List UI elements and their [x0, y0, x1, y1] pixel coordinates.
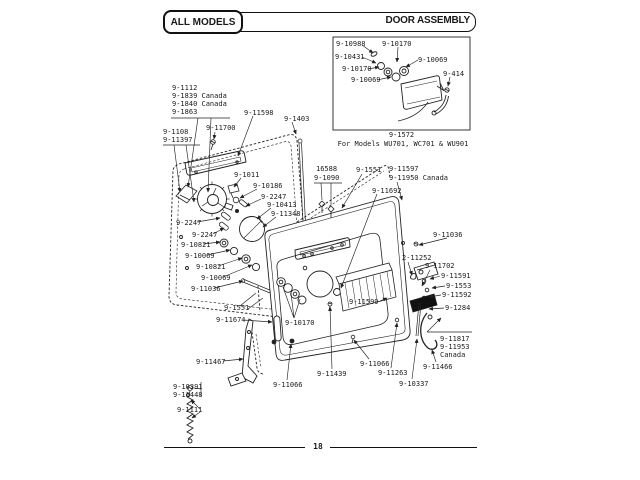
part-label: Canada [440, 351, 466, 359]
part-label: 9-11674 [216, 316, 246, 324]
hinge-bracket-9-11467 [228, 319, 257, 386]
part-label: 9-2247 [261, 193, 287, 201]
part-label: 9-1111 [177, 406, 203, 414]
ring-9-11348 [240, 217, 265, 242]
part-label: 9-1403 [284, 115, 310, 123]
inset-caption-part-number: 9-1572 [388, 131, 415, 139]
part-label: 9-11591 [441, 272, 471, 280]
part-label: 9-11467 [196, 358, 226, 366]
part-label: 9-11466 [423, 363, 453, 371]
part-label: 9-11700 [206, 124, 236, 132]
part-label: 9-2247 [176, 219, 202, 227]
part-label: 9-11950 Canada [389, 174, 449, 182]
part-label: 9-10391 [173, 383, 203, 391]
part-label: 9-1108 [163, 128, 189, 136]
inset-caption-models: For Models WU701, WC701 & WU901 [337, 140, 469, 148]
part-label: 9-10186 [253, 182, 283, 190]
part-label: 9-11817 [440, 335, 470, 343]
part-label: 9-11953 [440, 343, 470, 351]
part-label: 9-11036 [191, 285, 221, 293]
part-label: 9-11599 [349, 298, 379, 306]
part-label: 9-10170 [285, 319, 315, 327]
page-number: 18 [313, 442, 323, 451]
part-label: 9-11597 [389, 165, 419, 173]
part-label: 9-10988 [336, 40, 366, 48]
part-label: 9-10431 [335, 53, 365, 61]
part-label: 9-1840 Canada [172, 100, 227, 108]
part-label: 9-10337 [399, 380, 429, 388]
part-label: 9-11592 [442, 291, 472, 299]
trim-strip-9-11674 [274, 316, 282, 341]
part-label: 9-1551 [356, 166, 382, 174]
part-label: 2-11252 [402, 254, 432, 262]
part-label: 9-11348 [271, 210, 301, 218]
part-label: 9-2247 [192, 231, 218, 239]
part-label: 9-1284 [445, 304, 471, 312]
part-label: 9-11439 [317, 370, 347, 378]
part-label: 9-10069 [418, 56, 448, 64]
part-label: 9-10821 [196, 263, 226, 271]
footer-rule-left [164, 447, 305, 448]
part-label: 9-10821 [181, 241, 211, 249]
part-label: 9-11598 [244, 109, 274, 117]
part-label: 9-1553 [446, 282, 472, 290]
part-label: 9-10069 [351, 76, 381, 84]
part-label: 9-11702 [425, 262, 455, 270]
part-label: 9-11692 [372, 187, 402, 195]
part-label: 9-1090 [314, 174, 340, 182]
page-title: DOOR ASSEMBLY [385, 15, 470, 26]
part-label: 9-11397 [163, 136, 193, 144]
part-label: 9-10069 [185, 252, 215, 260]
part-label: 9-1011 [234, 171, 260, 179]
part-label: 9-11036 [433, 231, 463, 239]
part-label: 9-11066 [360, 360, 390, 368]
part-label: 9-10170 [382, 40, 412, 48]
part-label: 9-11263 [378, 369, 408, 377]
part-label: 9-11066 [273, 381, 303, 389]
part-label: 9-1839 Canada [172, 92, 227, 100]
screw-9-11700 [211, 140, 216, 150]
part-label: 9-10413 [267, 201, 297, 209]
part-label: 9-11448 [173, 391, 203, 399]
header-badge: ALL MODELS [163, 10, 243, 34]
part-label: 9-1112 [172, 84, 198, 92]
part-label: 16588 [316, 165, 338, 173]
footer-rule-right [330, 447, 477, 448]
part-label: 9-10069 [201, 274, 231, 282]
part-label: 9-414 [443, 70, 465, 78]
latch-cluster [410, 262, 438, 349]
part-label: 9-1863 [172, 108, 198, 116]
part-label: 9-10170 [342, 65, 372, 73]
part-label: 9-1551 [224, 304, 250, 312]
